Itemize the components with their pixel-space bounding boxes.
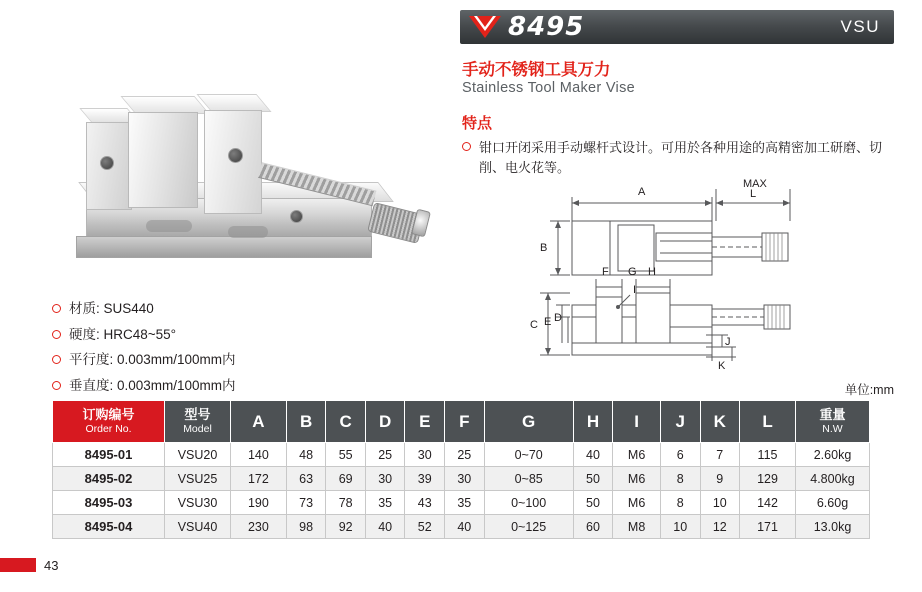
spec-item	[52, 300, 412, 318]
cell-f: 25	[445, 443, 485, 467]
col-d: D	[365, 401, 405, 443]
cell-g: 0~100	[484, 491, 573, 515]
cell-l: 142	[740, 491, 796, 515]
product-title-cn: 手动不锈钢工具万力	[462, 61, 611, 79]
cell-f: 30	[445, 467, 485, 491]
cell-model: VSU25	[165, 467, 231, 491]
cell-e: 30	[405, 443, 445, 467]
cell-e: 43	[405, 491, 445, 515]
technical-drawing	[500, 175, 900, 390]
bolt-hole-icon	[290, 210, 303, 223]
cell-f: 40	[445, 515, 485, 539]
product-photo	[28, 40, 448, 290]
cell-b: 63	[286, 467, 326, 491]
spec-text: 硬度: HRC48~55°	[69, 326, 177, 342]
cell-c: 92	[326, 515, 366, 539]
feature-item	[462, 138, 896, 177]
cell-g: 0~85	[484, 467, 573, 491]
cell-model: VSU40	[165, 515, 231, 539]
cell-d: 35	[365, 491, 405, 515]
cell-weight: 2.60kg	[796, 443, 870, 467]
vise-fixed-jaw	[128, 112, 198, 208]
circle-bullet-icon	[52, 304, 61, 313]
cell-c: 69	[326, 467, 366, 491]
dim-label-MAX: MAX	[743, 178, 767, 190]
bolt-hole-icon	[228, 148, 243, 163]
spec-item	[52, 377, 412, 395]
cell-model: VSU20	[165, 443, 231, 467]
dim-label-D: D	[554, 312, 562, 324]
cell-j: 8	[660, 491, 700, 515]
cell-b: 73	[286, 491, 326, 515]
cell-a: 172	[231, 467, 287, 491]
cell-i: M6	[613, 491, 661, 515]
red-chevron-logo-icon	[468, 14, 502, 40]
dim-label-F: F	[602, 266, 609, 278]
cell-f: 35	[445, 491, 485, 515]
bolt-hole-icon	[100, 156, 114, 170]
cell-g: 0~70	[484, 443, 573, 467]
cell-c: 78	[326, 491, 366, 515]
col-order-no: 订购编号 Order No.	[53, 401, 165, 443]
cell-model: VSU30	[165, 491, 231, 515]
cell-e: 52	[405, 515, 445, 539]
cell-i: M6	[613, 467, 661, 491]
unit-note: 单位:mm	[844, 383, 894, 397]
dim-label-B: B	[540, 242, 548, 254]
col-b: B	[286, 401, 326, 443]
page-number: 43	[44, 558, 59, 573]
cell-i: M6	[613, 443, 661, 467]
dim-label-H: H	[648, 266, 656, 278]
feature-text: 钳口开闭采用手动螺杆式设计。可用於各种用途的高精密加工研磨、切削、电火花等。	[479, 140, 883, 175]
cell-b: 48	[286, 443, 326, 467]
col-e: E	[405, 401, 445, 443]
cell-a: 230	[231, 515, 287, 539]
dim-label-I: I	[633, 284, 637, 296]
cell-k: 9	[700, 467, 740, 491]
table-row	[53, 491, 870, 515]
model-number: 8495	[508, 12, 585, 42]
cell-l: 129	[740, 467, 796, 491]
cell-weight: 4.800kg	[796, 467, 870, 491]
col-weight: 重量 N.W	[796, 401, 870, 443]
table-header-row	[53, 401, 870, 443]
vise-base-front	[76, 236, 372, 258]
cell-j: 6	[660, 443, 700, 467]
spec-table	[52, 400, 870, 539]
col-f: F	[445, 401, 485, 443]
table-row	[53, 467, 870, 491]
circle-bullet-icon	[462, 142, 471, 151]
product-header-bar	[460, 10, 894, 44]
dim-label-E: E	[544, 316, 552, 328]
table-row	[53, 443, 870, 467]
cell-order-no: 8495-04	[53, 515, 165, 539]
cell-order-no: 8495-01	[53, 443, 165, 467]
cell-k: 12	[700, 515, 740, 539]
cell-d: 25	[365, 443, 405, 467]
spec-item	[52, 351, 412, 369]
features-heading: 特点	[462, 115, 493, 132]
cell-d: 30	[365, 467, 405, 491]
col-h: H	[573, 401, 613, 443]
cell-j: 10	[660, 515, 700, 539]
cell-weight: 6.60g	[796, 491, 870, 515]
col-j: J	[660, 401, 700, 443]
dim-label-J: J	[725, 336, 731, 348]
cell-k: 10	[700, 491, 740, 515]
base-slot	[146, 220, 192, 232]
cell-i: M8	[613, 515, 661, 539]
col-k: K	[700, 401, 740, 443]
product-title-en: Stainless Tool Maker Vise	[462, 80, 635, 96]
cell-h: 40	[573, 443, 613, 467]
spec-text: 平行度: 0.003mm/100mm内	[69, 352, 236, 368]
spec-text: 材质: SUS440	[69, 301, 154, 316]
vise-illustration	[68, 50, 418, 280]
dim-label-A: A	[638, 186, 646, 198]
circle-bullet-icon	[52, 330, 61, 339]
cell-d: 40	[365, 515, 405, 539]
cell-h: 50	[573, 467, 613, 491]
spec-list	[52, 300, 412, 402]
cell-a: 190	[231, 491, 287, 515]
cell-a: 140	[231, 443, 287, 467]
col-g: G	[484, 401, 573, 443]
cell-e: 39	[405, 467, 445, 491]
circle-bullet-icon	[52, 381, 61, 390]
cell-h: 50	[573, 491, 613, 515]
cell-l: 115	[740, 443, 796, 467]
dim-label-K: K	[718, 360, 726, 372]
spec-item	[52, 326, 412, 344]
cell-l: 171	[740, 515, 796, 539]
dim-label-L: L	[750, 188, 757, 200]
cell-j: 8	[660, 467, 700, 491]
col-a: A	[231, 401, 287, 443]
col-c: C	[326, 401, 366, 443]
cell-weight: 13.0kg	[796, 515, 870, 539]
cell-b: 98	[286, 515, 326, 539]
cell-order-no: 8495-03	[53, 491, 165, 515]
footer-accent-bar	[0, 558, 36, 572]
dim-label-C: C	[530, 319, 538, 331]
col-model: 型号 Model	[165, 401, 231, 443]
col-i: I	[613, 401, 661, 443]
cell-c: 55	[326, 443, 366, 467]
base-slot	[228, 226, 268, 238]
cell-order-no: 8495-02	[53, 467, 165, 491]
spec-text: 垂直度: 0.003mm/100mm内	[69, 377, 236, 393]
dim-label-G: G	[628, 266, 637, 278]
cell-h: 60	[573, 515, 613, 539]
series-code: VSU	[840, 17, 880, 36]
col-l: L	[740, 401, 796, 443]
table-row	[53, 515, 870, 539]
circle-bullet-icon	[52, 355, 61, 364]
cell-g: 0~125	[484, 515, 573, 539]
cell-k: 7	[700, 443, 740, 467]
